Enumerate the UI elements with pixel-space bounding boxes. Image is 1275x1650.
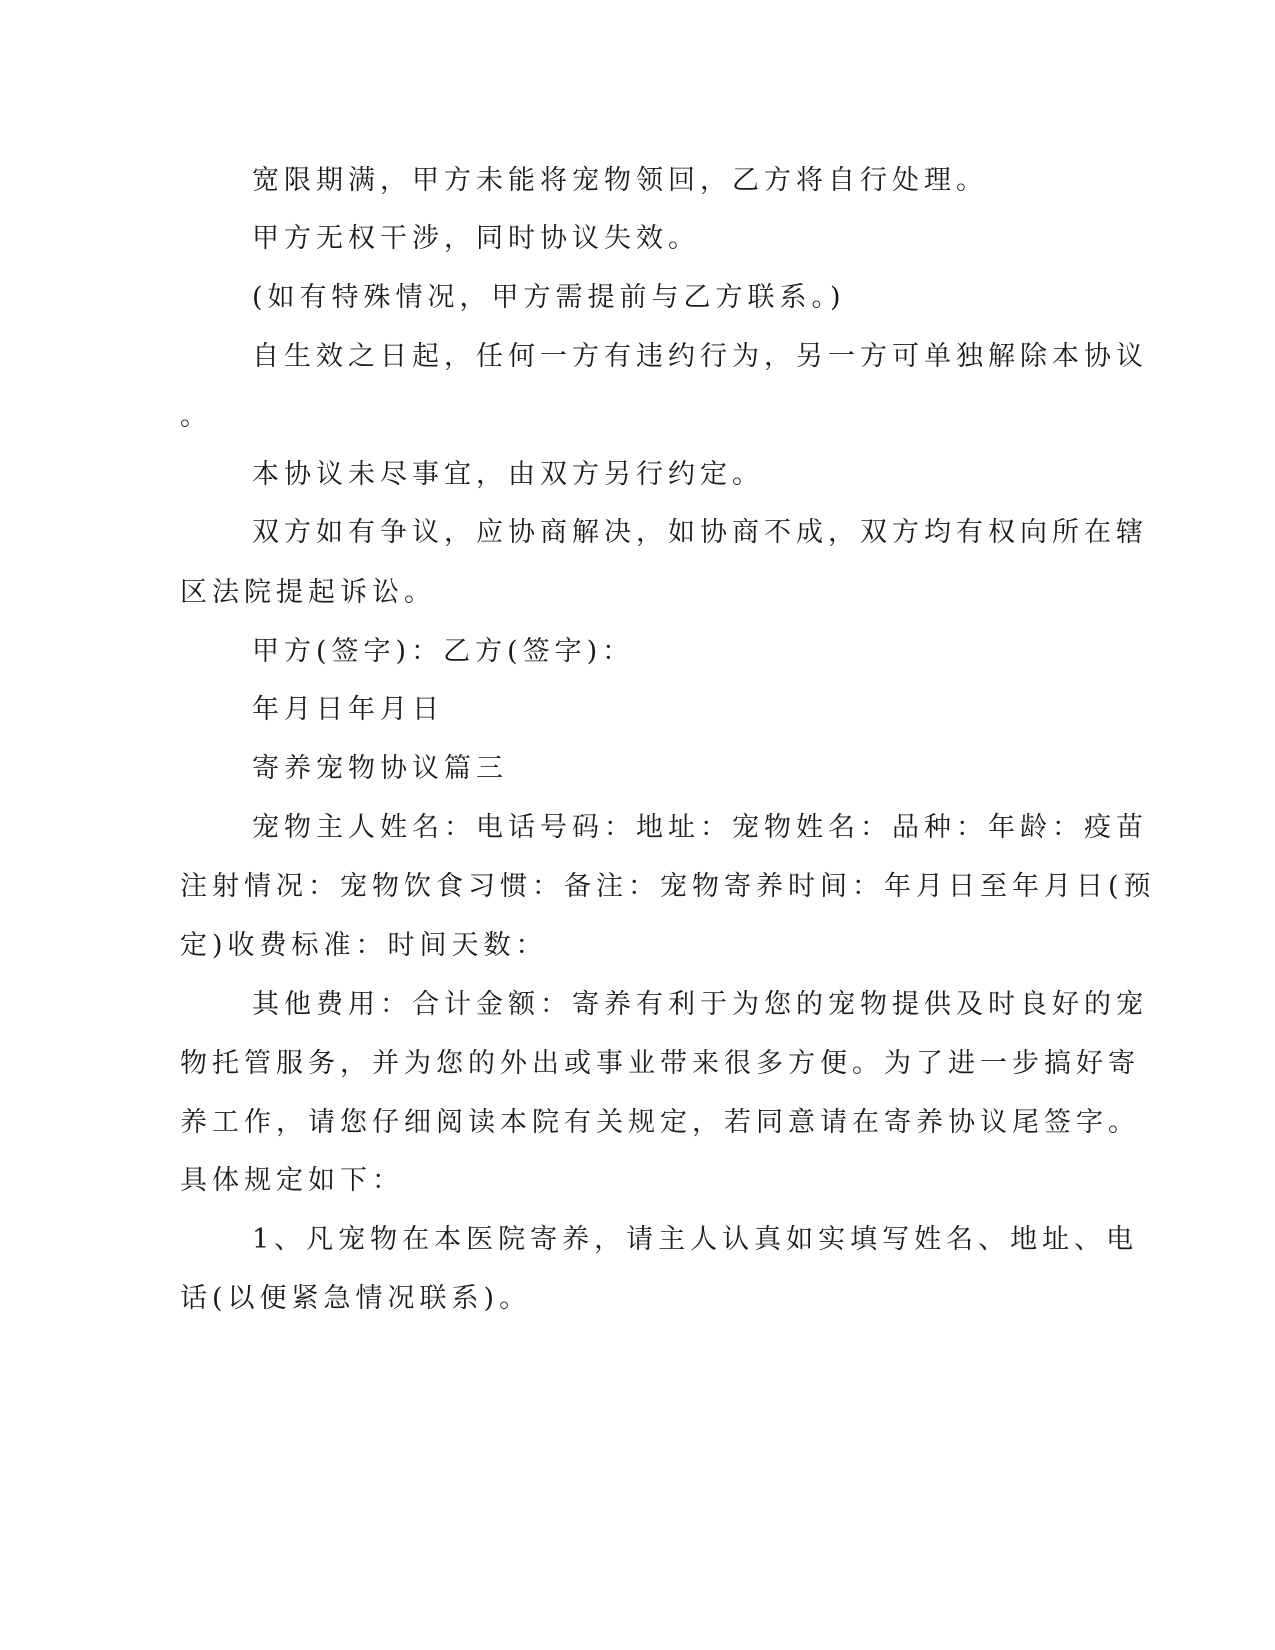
text-line: 具体规定如下： xyxy=(180,1165,404,1196)
text-line: 宽限期满，甲方未能将宠物领回，乙方将自行处理。 xyxy=(252,165,988,196)
text-line: 养工作，请您仔细阅读本院有关规定，若同意请在寄养协议尾签字。 xyxy=(180,1107,1140,1138)
date-line: 年月日年月日 xyxy=(252,694,444,725)
text-line: 本协议未尽事宜，由双方另行约定。 xyxy=(252,459,764,490)
text-line: 话(以便紧急情况联系)。 xyxy=(180,1283,532,1314)
text-line: 宠物主人姓名：电话号码：地址：宠物姓名：品种：年龄：疫苗 xyxy=(252,812,1148,843)
signature-line: 甲方(签字)：乙方(签字)： xyxy=(252,636,635,667)
text-line: 甲方无权干涉，同时协议失效。 xyxy=(252,223,700,254)
text-line: 双方如有争议，应协商解决，如协商不成，双方均有权向所在辖 xyxy=(252,517,1148,548)
section-heading: 寄养宠物协议篇三 xyxy=(252,753,508,784)
text-line: 其他费用：合计金额：寄养有利于为您的宠物提供及时良好的宠 xyxy=(252,989,1148,1020)
text-line: 注射情况：宠物饮食习惯：备注：宠物寄养时间：年月日至年月日(预 xyxy=(180,871,1156,902)
text-line: 定)收费标准：时间天数： xyxy=(180,930,548,961)
text-line: 自生效之日起，任何一方有违约行为，另一方可单独解除本协议 xyxy=(252,341,1148,372)
text-line: 1、凡宠物在本医院寄养，请主人认真如实填写姓名、地址、电 xyxy=(252,1224,1139,1255)
text-line: 。 xyxy=(180,401,212,432)
text-line: 区法院提起诉讼。 xyxy=(180,577,436,608)
text-line: 物托管服务，并为您的外出或事业带来很多方便。为了进一步搞好寄 xyxy=(180,1048,1140,1079)
text-line: (如有特殊情况，甲方需提前与乙方联系。) xyxy=(252,282,846,313)
